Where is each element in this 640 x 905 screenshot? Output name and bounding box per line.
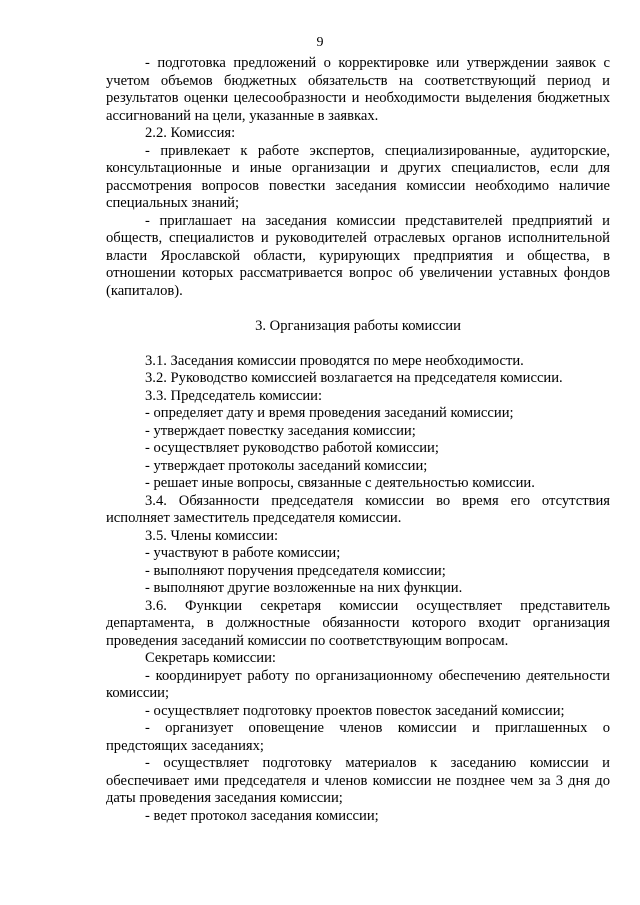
paragraph-3-2: 3.2. Руководство комиссией возлагается на председателя комиссии. <box>145 370 563 386</box>
list-item-chair-4: - утверждает протоколы заседаний комиссии; <box>145 457 428 474</box>
paragraph-secretary: Секретарь комиссии: <box>145 650 276 666</box>
page-number: 9 <box>316 35 324 50</box>
list-item-chair-5: - решает иные вопросы, связанные с деятельностью комиссии. <box>145 475 535 491</box>
paragraph-experts: - привлекает к работе экспертов, специализированные, аудиторские, консультационные и иные организации и других специалистов, если для рассмотрения вопросов повестки заседания комиссии необходимо наличие специальных знаний; <box>106 142 610 211</box>
paragraph-proposals: - подготовка предложений о корректировке или утверждении заявок с учетом объемов бюджетных обязательств на соответствующий период и результатов оценки целесообразности и необходимости выделения бюджетных ассигнований на цели, указанные в заявках. <box>106 55 610 124</box>
list-item-chair-1: - определяет дату и время проведения заседаний комиссии; <box>145 405 514 421</box>
paragraph-3-4: 3.4. Обязанности председателя комиссии во время его отсутствия исполняет заместитель председателя комиссии. <box>106 492 610 526</box>
list-item-secretary-3: - организует оповещение членов комиссии и приглашенных о предстоящих заседаниях; <box>106 720 610 754</box>
list-item-secretary-1: - координирует работу по организационному обеспечению деятельности комиссии; <box>106 667 610 701</box>
paragraph-2-2: 2.2. Комиссия: <box>145 125 236 141</box>
list-item-secretary-4: - осуществляет подготовку материалов к заседанию комиссии и обеспечивает ими председателя и членов комиссии не позднее чем за 3 дня до даты проведения заседания комиссии; <box>106 755 610 806</box>
paragraph-3-5: 3.5. Члены комиссии: <box>145 527 279 544</box>
list-item-members-1: - участвуют в работе комиссии; <box>145 545 341 561</box>
paragraph-3-6: 3.6. Функции секретаря комиссии осуществляет представитель департамента, в должностные обязанности которого входит организация проведения заседаний комиссии по соответствующим вопросам. <box>106 597 610 649</box>
section-3-heading: 3. Организация работы комиссии <box>255 317 461 334</box>
paragraph-invites: - приглашает на заседания комиссии представителей предприятий и обществ, специалистов и руководителей отраслевых органов исполнительной власти Ярославской области, курирующих предприятия и общества, в отношении которых рассматривается вопрос об увеличении уставных фондов (капиталов). <box>106 212 610 299</box>
list-item-members-2: - выполняют поручения председателя комиссии; <box>145 562 446 579</box>
list-item-secretary-5: - ведет протокол заседания комиссии; <box>145 807 379 824</box>
list-item-secretary-2: - осуществляет подготовку проектов повесток заседаний комиссии; <box>145 702 565 719</box>
list-item-members-3: - выполняют другие возложенные на них функции. <box>145 580 463 596</box>
list-item-chair-2: - утверждает повестку заседания комиссии; <box>145 422 416 439</box>
paragraph-3-3: 3.3. Председатель комиссии: <box>145 387 323 404</box>
paragraph-3-1: 3.1. Заседания комиссии проводятся по мере необходимости. <box>145 352 524 369</box>
list-item-chair-3: - осуществляет руководство работой комиссии; <box>145 440 439 456</box>
document-body <box>106 55 610 825</box>
